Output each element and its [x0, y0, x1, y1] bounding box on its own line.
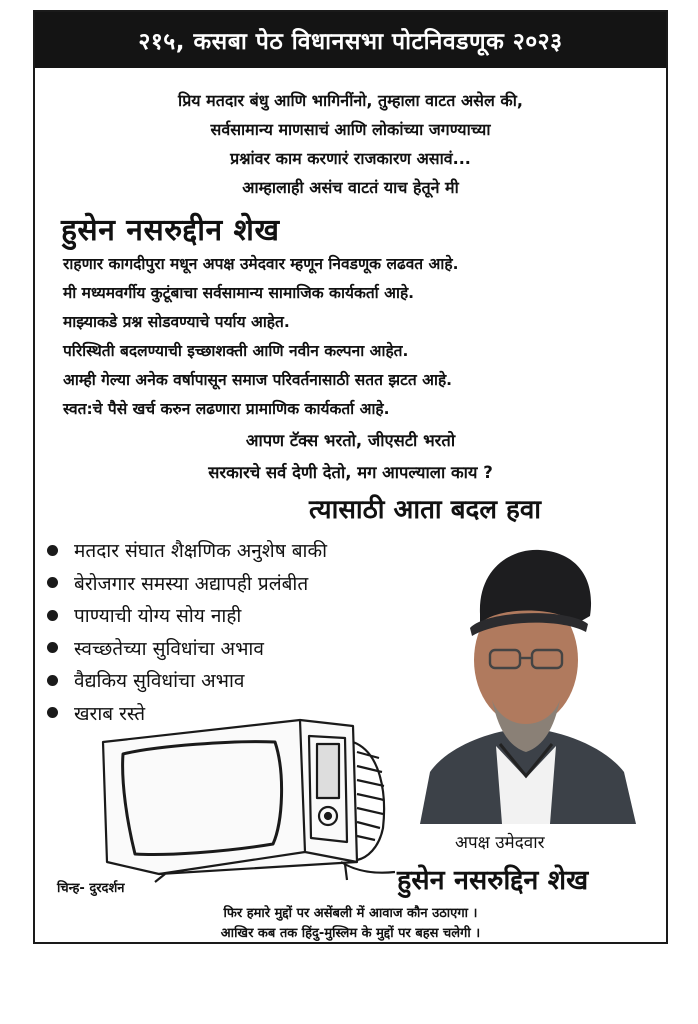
- bullet-icon: [47, 675, 58, 686]
- issue-text: स्वच्छतेच्या सुविधांचा अभाव: [74, 637, 264, 660]
- candidate-name: हुसेन नसरुद्दिन शेख: [397, 865, 589, 896]
- statement-line: राहणार कागदीपुरा मधून अपक्ष उमेदवार म्हणून निवडणूक लढवत आहे.: [63, 255, 459, 273]
- issue-text: मतदार संघात शैक्षणिक अनुशेष बाकी: [74, 540, 327, 563]
- bullet-icon: [47, 610, 58, 621]
- footer-text: [35, 904, 666, 944]
- intro-line: सर्वसामान्य माणसाचं आणि लोकांच्या जगण्याच्या: [210, 120, 491, 139]
- candidate-name-heading: हुसेन नसरुद्दीन शेख: [61, 213, 280, 248]
- bullet-icon: [47, 707, 58, 718]
- election-poster: [33, 10, 668, 944]
- statement-line: आम्ही गेल्या अनेक वर्षापासून समाज परिवर्तनासाठी सतत झटत आहे.: [63, 371, 453, 389]
- intro-paragraph: [35, 86, 666, 202]
- election-symbol-label: चिन्ह- दुरदर्शन: [57, 881, 125, 896]
- candidate-statement: [63, 250, 459, 424]
- issue-text: वैद्यकिय सुविधांचा अभाव: [74, 670, 245, 693]
- television-symbol-icon: [95, 712, 395, 884]
- intro-line: प्रश्नांवर काम करणारं राजकारण असावं...: [230, 149, 471, 168]
- banner: [35, 12, 666, 68]
- statement-line: स्वत:चे पैसे खर्च करुन लढणारा प्रामाणिक कार्यकर्ता आहे.: [63, 400, 390, 418]
- footer-line: आखिर कब तक हिंदु-मुस्लिम के मुद्दों पर बहस चलेगी ।: [220, 926, 481, 941]
- banner-title: २१५, कसबा पेठ विधानसभा पोटनिवडणूक २०२३: [138, 29, 563, 55]
- statement-line: मी मध्यमवर्गीय कुटूंबाचा सर्वसामान्य सामाजिक कार्यकर्ता आहे.: [63, 284, 415, 302]
- bullet-icon: [47, 642, 58, 653]
- issue-text: पाण्याची योग्य सोय नाही: [74, 605, 242, 628]
- bullet-icon: [47, 577, 58, 588]
- statement-line: परिस्थिती बदलण्याची इच्छाशक्ती आणि नवीन कल्पना आहेत.: [63, 342, 409, 360]
- tax-line-1: आपण टॅक्स भरतो, जीएसटी भरतो: [245, 431, 456, 450]
- statement-line: माझ्याकडे प्रश्न सोडवण्याचे पर्याय आहेत.: [63, 313, 290, 331]
- intro-line: आम्हालाही असंच वाटतं याच हेतूने मी: [242, 178, 459, 197]
- issue-text: खराब रस्ते: [74, 702, 146, 725]
- tax-line-2: सरकारचे सर्व देणी देतो, मग आपल्याला काय ?: [208, 463, 493, 482]
- issues-list: [47, 534, 327, 729]
- issue-item: [47, 534, 327, 567]
- slogan: त्यासाठी आता बदल हवा: [308, 495, 542, 525]
- issue-item: [47, 567, 327, 600]
- footer-line: फिर हमारे मुद्दों पर असेंबली में आवाज कौन उठाएगा ।: [223, 906, 478, 921]
- issue-item: [47, 664, 327, 697]
- issue-item: [47, 599, 327, 632]
- candidate-photo: [400, 532, 652, 824]
- bullet-icon: [47, 545, 58, 556]
- issue-item: [47, 632, 327, 665]
- candidate-role: अपक्ष उमेदवार: [455, 833, 545, 853]
- issue-text: बेरोजगार समस्या अद्यापही प्रलंबीत: [74, 572, 309, 595]
- intro-line: प्रिय मतदार बंधु आणि भागिनींनो, तुम्हाला वाटत असेल की,: [178, 91, 523, 110]
